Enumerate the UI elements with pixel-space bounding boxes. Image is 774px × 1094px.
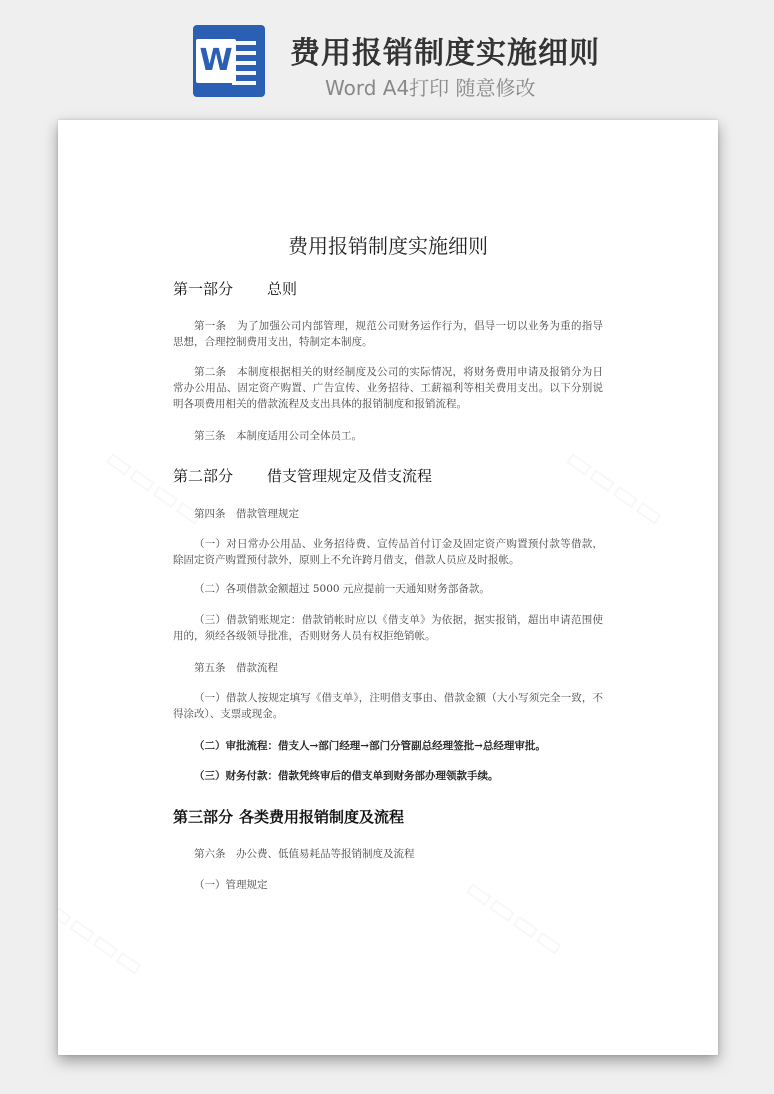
article-1: 第一条 为了加强公司内部管理，规范公司财务运作行为，倡导一切以业务为重的指导思想，合理控制费用支出，特制定本制度。: [173, 320, 603, 348]
banner-title: 费用报销制度实施细则: [290, 36, 600, 71]
document-page: [58, 120, 718, 1055]
part2-heading: [173, 465, 432, 486]
part2-name: 借支管理规定及借支流程: [267, 467, 433, 485]
article-6: 第六条 办公费、低值易耗品等报销制度及流程: [194, 848, 415, 860]
word-letter: W: [196, 39, 236, 83]
word-doc-icon: [193, 25, 265, 97]
part2-number: 第二部分: [173, 467, 234, 485]
banner-subtitle: Word A4打印 随意修改: [325, 76, 536, 100]
article-4-item-1: （一）对日常办公用品、业务招待费、宣传品首付订金及固定资产购置预付款等借款，除固定资产购置预付款外，原则上不允许跨月借支，借款人员应及时报帐。: [173, 538, 603, 566]
article-4-item-3: （三）借款销账规定：借款销帐时应以《借支单》为依据，据实报销，超出申请范围使用的，须经各级领导批准，否则财务人员有权拒绝销帐。: [173, 614, 603, 642]
article-3: 第三条 本制度适用公司全体员工。: [194, 430, 362, 442]
article-4: 第四条 借款管理规定: [194, 508, 299, 520]
article-5-item-2: （二）审批流程：借支人→部门经理→部门分管副总经理签批→总经理审批。: [194, 740, 546, 752]
part3-number: 第三部分: [173, 808, 234, 826]
article-4-item-2: （二）各项借款金额超过 5000 元应提前一天通知财务部备款。: [194, 583, 490, 595]
article-5-item-3: （三）财务付款：借款凭终审后的借支单到财务部办理领款手续。: [194, 770, 499, 782]
part1-heading: [173, 278, 297, 299]
article-6-item-1: （一）管理规定: [194, 879, 268, 891]
part1-name: 总则: [267, 280, 298, 298]
part1-number: 第一部分: [173, 280, 234, 298]
document-title: 费用报销制度实施细则: [288, 234, 488, 258]
part3-name: 各类费用报销制度及流程: [239, 808, 405, 826]
banner: [0, 0, 774, 118]
part3-heading: [173, 806, 404, 827]
article-2: 第二条 本制度根据相关的财经制度及公司的实际情况，将财务费用申请及报销分为日常办公用品、固定资产购置、广告宣传、业务招待、工薪福利等相关费用支出。以下分别说明各项费用相关的借款流程及支出具体的报销制度和报销流程。: [173, 366, 603, 410]
article-5: 第五条 借款流程: [194, 662, 278, 674]
watermark-shape: [58, 891, 151, 985]
article-5-item-1: （一）借款人按规定填写《借支单》，注明借支事由、借款金额（大小写须完全一致，不得涂改）、支票或现金。: [173, 692, 603, 720]
